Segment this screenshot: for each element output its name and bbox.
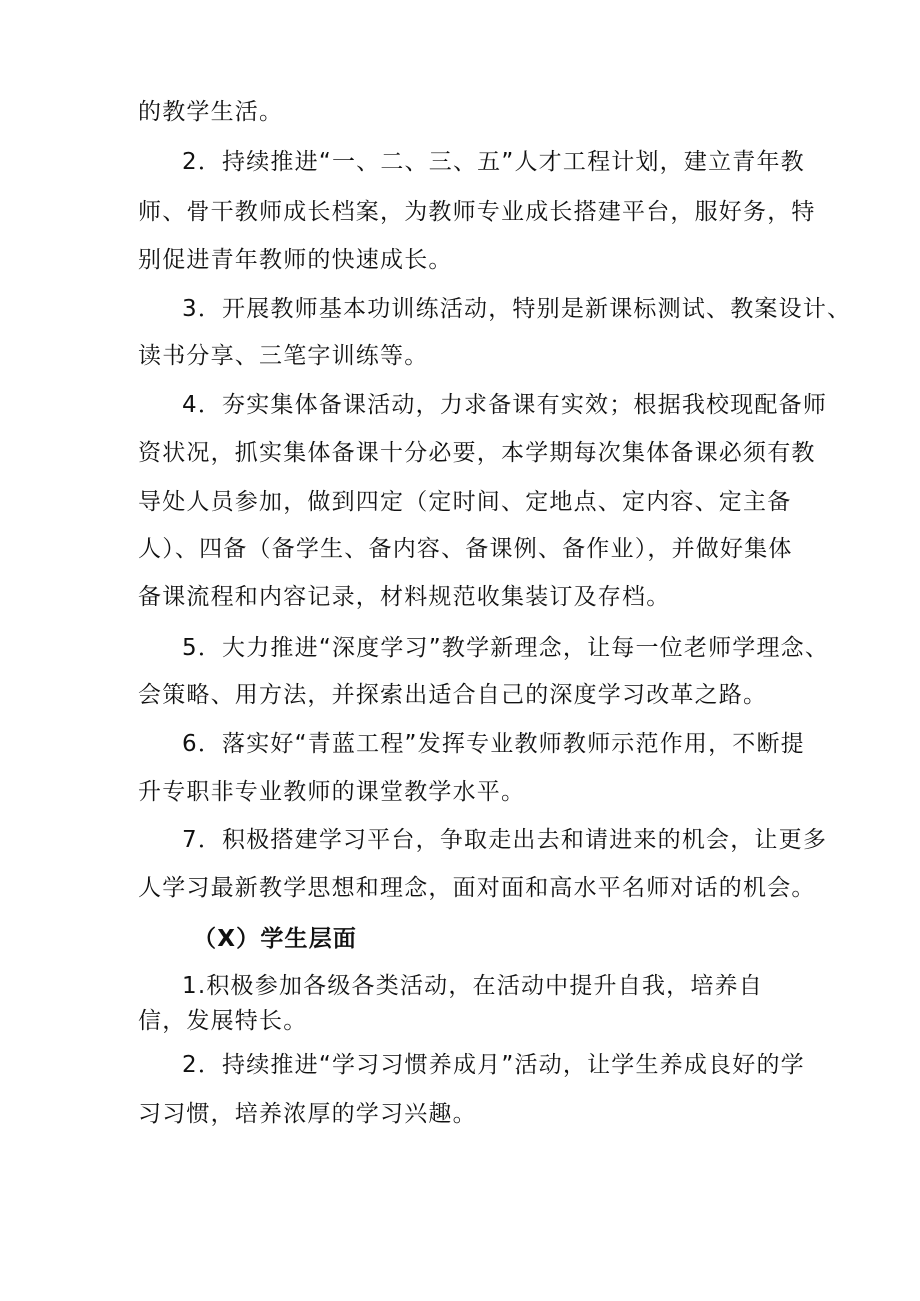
list-item-3-basic-skills: 3．开展教师基本功训练活动，特别是新课标测试、教案设计、 bbox=[182, 296, 852, 322]
text-line: 人学习最新教学思想和理念，面对面和高水平名师对话的机会。 bbox=[138, 875, 816, 901]
list-item-2-teacher-training: 2．持续推进“一、二、三、五”人才工程计划，建立青年教 bbox=[182, 149, 805, 175]
text-line: 资状况，抓实集体备课十分必要，本学期每次集体备课必须有教 bbox=[138, 440, 816, 466]
text-line: 备课流程和内容记录，材料规范收集装订及存档。 bbox=[138, 584, 671, 610]
text-line: 导处人员参加，做到四定（定时间、定地点、定内容、定主备 bbox=[138, 489, 792, 515]
text-line: 信，发展特长。 bbox=[138, 1008, 308, 1034]
list-item-2-habits: 2．持续推进“学习习惯养成月”活动，让学生养成良好的学 bbox=[182, 1052, 805, 1078]
text-line: 会策略、用方法，并探索出适合自己的深度学习改革之路。 bbox=[138, 682, 768, 708]
section-heading-students: （X）学生层面 bbox=[193, 926, 358, 952]
list-item-6-mentoring: 6．落实好“青蓝工程”发挥专业教师教师示范作用，不断提 bbox=[182, 731, 805, 757]
text-line: 别促进青年教师的快速成长。 bbox=[138, 247, 453, 273]
text-line: 人）、四备（备学生、备内容、备课例、备作业），并做好集体 bbox=[138, 536, 793, 562]
text-line: 的教学生活。 bbox=[138, 99, 284, 125]
text-line: 习习惯，培养浓厚的学习兴趣。 bbox=[138, 1101, 477, 1127]
list-item-4-lesson-prep: 4．夯实集体备课活动，力求备课有实效；根据我校现配备师 bbox=[182, 392, 828, 418]
text-line: 师、骨干教师成长档案，为教师专业成长搭建平台，服好务，特 bbox=[138, 199, 816, 225]
list-item-7-learning-platform: 7．积极搭建学习平台，争取走出去和请进来的机会，让更多 bbox=[182, 827, 828, 853]
list-item-5-deep-learning: 5．大力推进“深度学习”教学新理念，让每一位老师学理念、 bbox=[182, 635, 830, 661]
text-line: 读书分享、三笔字训练等。 bbox=[138, 343, 429, 369]
text-line: 升专职非专业教师的课堂教学水平。 bbox=[138, 779, 526, 805]
list-item-1-activities: 1.积极参加各级各类活动，在活动中提升自我，培养自 bbox=[182, 973, 763, 999]
